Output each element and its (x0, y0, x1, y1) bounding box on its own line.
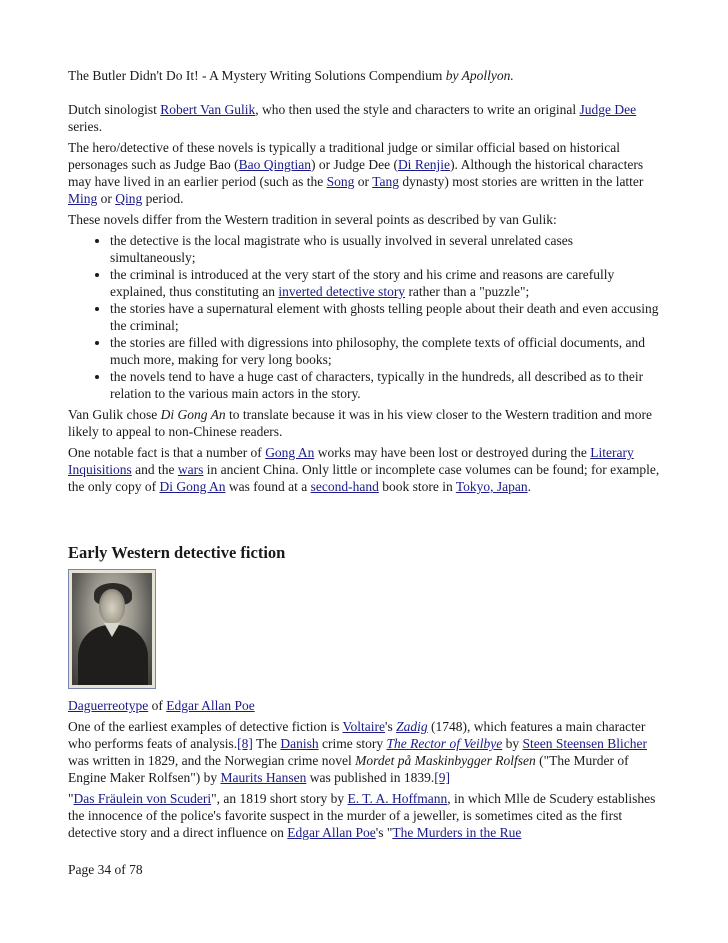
link-di-renjie[interactable]: Di Renjie (397, 157, 451, 172)
link-di-gong-an[interactable]: Di Gong An (159, 479, 226, 494)
portrait-photo-icon (72, 573, 152, 685)
page-number: Page 34 of 78 (68, 862, 143, 877)
list-item: • the criminal is introduced at the very start of the story and his crime and reasons are carefully explained, thus constituting an inverted detective story rather than a "puzzle"; (110, 266, 660, 300)
section-body (68, 718, 660, 845)
list-item: • the detective is the local magistrate who is usually involved in several unrelated cases simultaneously; (110, 232, 660, 266)
link-bao-qingtian[interactable]: Bao Qingtian (238, 157, 311, 172)
paragraph-van-gulik: Dutch sinologist Robert Van Gulik, who then used the style and characters to write an original Judge Dee series. (68, 102, 637, 134)
list-item: • the stories have a supernatural element with ghosts telling people about their death and even accusing the criminal; (110, 300, 660, 334)
link-edgar-allan-poe-2[interactable]: Edgar Allan Poe (287, 825, 376, 840)
link-maurits-hansen[interactable]: Maurits Hansen (220, 770, 307, 785)
link-eta-hoffmann[interactable]: E. T. A. Hoffmann (347, 791, 448, 806)
link-murders-in-the-rue[interactable]: The Murders in the Rue (392, 825, 522, 840)
link-zadig[interactable]: Zadig (396, 719, 428, 734)
differences-list (68, 232, 660, 402)
link-robert-van-gulik[interactable]: Robert Van Gulik (160, 102, 256, 117)
link-second-hand[interactable]: second-hand (310, 479, 379, 494)
paragraph-earliest-examples: One of the earliest examples of detective fiction is Voltaire's Zadig (1748), which features a main character who performs feats of analysis.[8] The Danish crime story The Rector of Veilbye by Steen Steensen Blicher was written in 1829, and the Norwegian crime novel Mordet på Maskinbygger Rolfsen ("The Murder of Engine Maker Rolfsen") by Maurits Hansen was published in 1839.[9] (68, 719, 648, 785)
list-item: • the stories are filled with digressions into philosophy, the complete texts of official documents, and much more, making for very long books; (110, 334, 660, 368)
link-ming[interactable]: Ming (68, 191, 98, 206)
link-gong-an[interactable]: Gong An (265, 445, 315, 460)
link-edgar-allan-poe[interactable]: Edgar Allan Poe (166, 698, 255, 713)
link-danish[interactable]: Danish (280, 736, 319, 751)
header-title: The Butler Didn't Do It! - A Mystery Writing Solutions Compendium (68, 68, 443, 83)
poe-portrait-image[interactable] (68, 569, 156, 689)
body-text (68, 101, 660, 499)
link-footnote-8[interactable]: [8] (237, 736, 253, 751)
paragraph-scuderi: "Das Fräulein von Scuderi", an 1819 short story by E. T. A. Hoffmann, in which Mlle de Scudery establishes the innocence of the police's favorite suspect in the murder of a jeweller, is sometimes cited as the first detective story and a direct influence on Edgar Allan Poe's "The Murders in the Rue (68, 791, 656, 840)
paragraph-di-gong-an-choice: Van Gulik chose Di Gong An to translate because it was in his view closer to the Western tradition and more likely to appeal to non-Chinese readers. (68, 407, 653, 439)
figure-caption: Daguerreotype of Edgar Allan Poe (68, 698, 255, 713)
link-rector-of-veilbye[interactable]: The Rector of Veilbye (386, 736, 503, 751)
link-judge-dee[interactable]: Judge Dee (579, 102, 637, 117)
paragraph-differences-intro: These novels differ from the Western tradition in several points as described by van Gulik: (68, 212, 557, 227)
link-footnote-9[interactable]: [9] (434, 770, 450, 785)
page-header (68, 67, 668, 84)
link-song[interactable]: Song (326, 174, 355, 189)
link-tang[interactable]: Tang (372, 174, 399, 189)
link-literary-inquisitions[interactable]: Literary Inquisitions (68, 445, 634, 477)
section-heading: Early Western detective fiction (68, 543, 286, 562)
link-daguerreotype[interactable]: Daguerreotype (68, 698, 149, 713)
link-tokyo-japan[interactable]: Tokyo, Japan (455, 479, 528, 494)
link-qing[interactable]: Qing (115, 191, 143, 206)
header-byline: by Apollyon. (445, 68, 514, 83)
paragraph-hero-detective: The hero/detective of these novels is typically a traditional judge or similar official based on historical personages such as Judge Bao (Bao Qingtian) or Judge Dee (Di Renjie). Although the historical characters may have lived in an earlier period (such as the Song or Tang dynasty) most stories are written in the latter Ming or Qing period. (68, 140, 644, 206)
paragraph-notable-fact: One notable fact is that a number of Gong An works may have been lost or destroyed during the Literary Inquisitions and the wars in ancient China. Only little or incomplete case volumes can be found; for example, the only copy of Di Gong An was found at a second-hand book store in Tokyo, Japan. (68, 445, 660, 494)
link-das-fraulein-von-scuderi[interactable]: Das Fräulein von Scuderi (73, 791, 212, 806)
list-item: • the novels tend to have a huge cast of characters, typically in the hundreds, all described as to their relation to the various main actors in the story. (110, 368, 660, 402)
link-wars[interactable]: wars (177, 462, 204, 477)
link-inverted-detective-story[interactable]: inverted detective story (278, 284, 406, 299)
link-voltaire[interactable]: Voltaire (342, 719, 386, 734)
link-steen-steensen-blicher[interactable]: Steen Steensen Blicher (522, 736, 648, 751)
